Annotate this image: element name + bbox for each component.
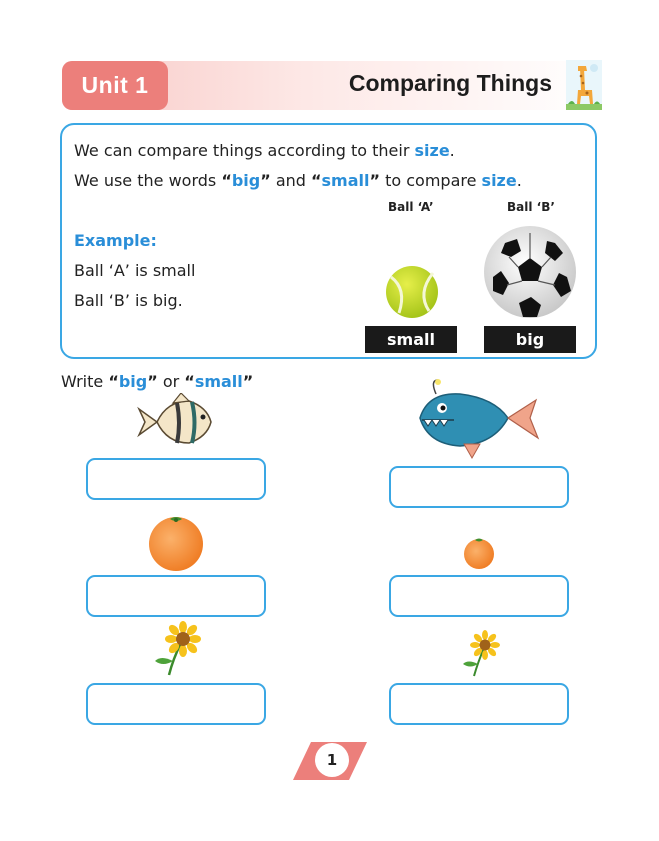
orange-big-icon <box>146 513 206 571</box>
page-title: Comparing Things <box>348 70 552 96</box>
answer-box-fish-small[interactable] <box>86 458 266 500</box>
info-line-2: We use the words “big” and “small” to compare size. <box>74 171 522 190</box>
example-line-2: Ball ‘B’ is big. <box>74 291 183 310</box>
ball-b-label: Ball ‘B’ <box>507 200 555 214</box>
answer-box-fish-big[interactable] <box>389 466 569 508</box>
example-label: Example: <box>74 231 157 250</box>
sunflower-small-icon <box>460 630 500 678</box>
ball-a-tag: small <box>365 326 457 353</box>
giraffe-icon <box>566 60 602 110</box>
orange-small-icon <box>461 536 497 570</box>
fish-small-icon <box>137 393 217 451</box>
answer-box-orange-big[interactable] <box>86 575 266 617</box>
soccer-ball-icon <box>483 225 577 319</box>
ball-a-label: Ball ‘A’ <box>388 200 434 214</box>
unit-badge: Unit 1 <box>62 61 168 110</box>
answer-box-sunflower-big[interactable] <box>86 683 266 725</box>
page-number: 1 <box>315 743 349 777</box>
anglerfish-big-icon <box>414 378 542 462</box>
sunflower-big-icon <box>151 621 203 677</box>
tennis-ball-icon <box>385 265 439 319</box>
info-line-1: We can compare things according to their size. <box>74 141 455 160</box>
answer-box-orange-small[interactable] <box>389 575 569 617</box>
exercise-instruction: Write “big” or “small” <box>61 372 254 391</box>
example-line-1: Ball ‘A’ is small <box>74 261 196 280</box>
ball-b-tag: big <box>484 326 576 353</box>
answer-box-sunflower-small[interactable] <box>389 683 569 725</box>
